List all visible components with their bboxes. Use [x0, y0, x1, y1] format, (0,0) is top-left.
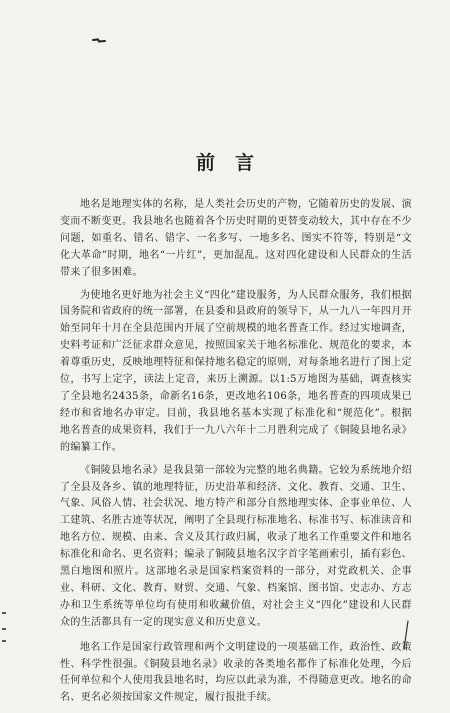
preface-body: [60, 197, 412, 713]
paragraph-3: 《铜陵县地名录》是我县第一部较为完整的地名典籍。它较为系统地介绍了全县及各乡、镇的地理特征，历史沿革和经济、文化、教育、交通、卫生、气象、风俗人情、社会状况、地方特产和部分自然地理实体、企事业单位、人工建筑、名胜古迹等状况，阐明了全县现行标准地名、标准书写、标准读音和地名方位、规模、由来、含义及其行政归属，收录了地名工作重要文件和地名标准化和命名、更名资料；编录了铜陵县地名汉字首字笔画索引，插有彩色、黑白地图和照片。这部地名录是国家档案资料的一部分，对党政机关、企事业、科研、文化、教育、财贸、交通、气象、档案馆、图书馆、史志办、方志办和卫生系统等单位均有使用和收藏价值，对社会主义“四化”建设和人民群众的生活都具有一定的现实意义和历史意义。: [60, 464, 412, 628]
print-mark: [92, 38, 106, 43]
page-title: 前言: [195, 152, 274, 174]
edge-tick: [2, 612, 6, 614]
paragraph-1: 地名是地理实体的名称，是人类社会历史的产物，它随着历史的发展、演变而不断变更。我县地名也随着各个历史时期的更替变动较大，其中存在不少问题，如重名、错名、错字、一名多写、一地多名、图实不符等，特别是“文化大革命”时期，地名“一片红”，更加混乱。这对四化建设和人民群众的生活带来了很多困难。: [60, 199, 412, 278]
paragraph-4: 地名工作是国家行政管理和两个文明建设的一项基础工作，政治性、政策性、科学性很强。《铜陵县地名录》收录的各类地名都作了标准化处理，今后任何单位和个人使用我县地名时，均应以此录为准，不得随意更改。地名的命名、更名必须按国家文件规定，履行报批手续。: [60, 641, 412, 704]
pen-stroke-mark: [402, 620, 410, 650]
paragraph-2: 为使地名更好地为社会主义“四化”建设服务，为人民群众服务，我们根据国务院和省政府的统一部署，在县委和县政府的领导下，从一九八一年四月开始至同年十月在全县范围内开展了空前规模的地名普查工作。经过实地调查，史料考证和广泛征求群众意见，按照国家关于地名标准化、规范化的要求，本着尊重历史，反映地理特征和保持地名稳定的原则，对每条地名进行了图上定位，书写上定字，读法上定音，来历上溯源。以1:5万地图为基础，调查核实了全县地名2435条，命新名16条，更改地名106条，地名普查的四项成果已经市和省地名办审定。目前，我县地名基本实现了标准化和“规范化”。根据地名普查的成果资料，我们于一九八六年十二月胜利完成了《铜陵县地名录》的编纂工作。: [60, 289, 412, 453]
edge-tick: [2, 640, 6, 642]
edge-tick: [2, 628, 6, 630]
